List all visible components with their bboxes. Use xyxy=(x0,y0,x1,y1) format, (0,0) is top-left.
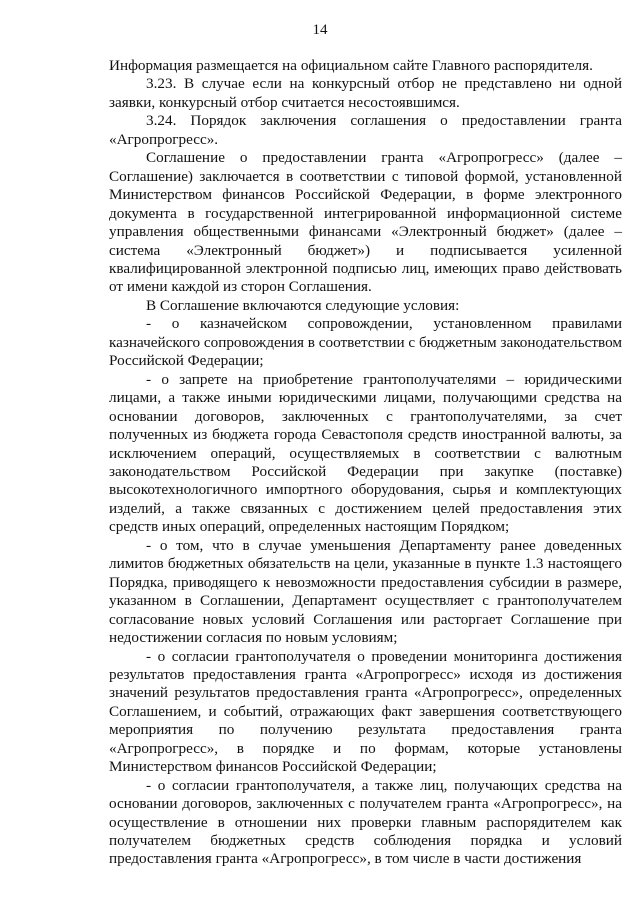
list-item-limits-reduction: - о том, что в случае уменьшения Департаменту ранее доведенных лимитов бюджетных обязательств на цели, указанные в пункте 1.3 настоящего Порядка, приводящего к невозможности предоставления субсидии в размере, указанном в Соглашении, Департамент осуществляет с грантополучателем согласование новых условий Соглашения или расторгает Соглашение при недостижении согласия по новым условиям; xyxy=(109,536,622,647)
paragraph-conditions-intro: В Соглашение включаются следующие условия: xyxy=(146,296,460,314)
list-item-inspection-consent: - о согласии грантополучателя, а также лиц, получающих средства на основании договоров, заключенных с получателем гранта «Агропрогресс», на осуществление в отношении них проверки главным распорядителем как получателем бюджетных средств соблюдения порядка и условий предоставления гранта «Агропрогресс», в том числе в части достижения xyxy=(109,776,622,868)
list-item-currency-ban: - о запрете на приобретение грантополучателями – юридическими лицами, а также иными юридическими лицами, получающими средства на основании договоров, заключенных с грантополучателями, за счет полученных из бюджета города Севастополя средств иностранной валюты, за исключением операций, осуществляемых в соответствии с валютным законодательством Российской Федерации при закупке (поставке) высокотехнологичного импортного оборудования, сырья и комплектующих изделий, а также связанных с достижением целей предоставления этих средств иных операций, определенных настоящим Порядком; xyxy=(109,370,622,536)
paragraph-agreement: Соглашение о предоставлении гранта «Агропрогресс» (далее – Соглашение) заключается в соответствии с типовой формой, установленной Министерством финансов Российской Федерации, в форме электронного документа в государственной интегрированной информационной системе управления общественными финансами «Электронный бюджет» (далее – система «Электронный бюджет») и подписывается усиленной квалифицированной электронной подписью лиц, имеющих право действовать от имени каждой из сторон Соглашения. xyxy=(109,149,622,296)
page-number: 14 xyxy=(312,22,328,38)
document-body xyxy=(109,57,622,869)
paragraph-3-23: 3.23. В случае если на конкурсный отбор не представлено ни одной заявки, конкурсный отбор считается несостоявшимся. xyxy=(109,75,622,111)
list-item-monitoring-consent: - о согласии грантополучателя о проведении мониторинга достижения результатов предоставления гранта «Агропрогресс» исходя из достижения значений результатов предоставления гранта «Агропрогресс», определенных Соглашением, и событий, отражающих факт завершения соответствующего мероприятия по получению результата предоставления гранта «Агропрогресс», в порядке и по формам, которые установлены Министерством финансов Российской Федерации; xyxy=(109,647,622,776)
paragraph-info-placement: Информация размещается на официальном сайте Главного распорядителя. xyxy=(109,57,593,74)
paragraph-3-24: 3.24. Порядок заключения соглашения о предоставлении гранта «Агропрогресс». xyxy=(109,112,622,148)
list-item-treasury-support: - о казначейском сопровождении, установленном правилами казначейского сопровождения в соответствии с бюджетным законодательством Российской Федерации; xyxy=(109,315,622,370)
